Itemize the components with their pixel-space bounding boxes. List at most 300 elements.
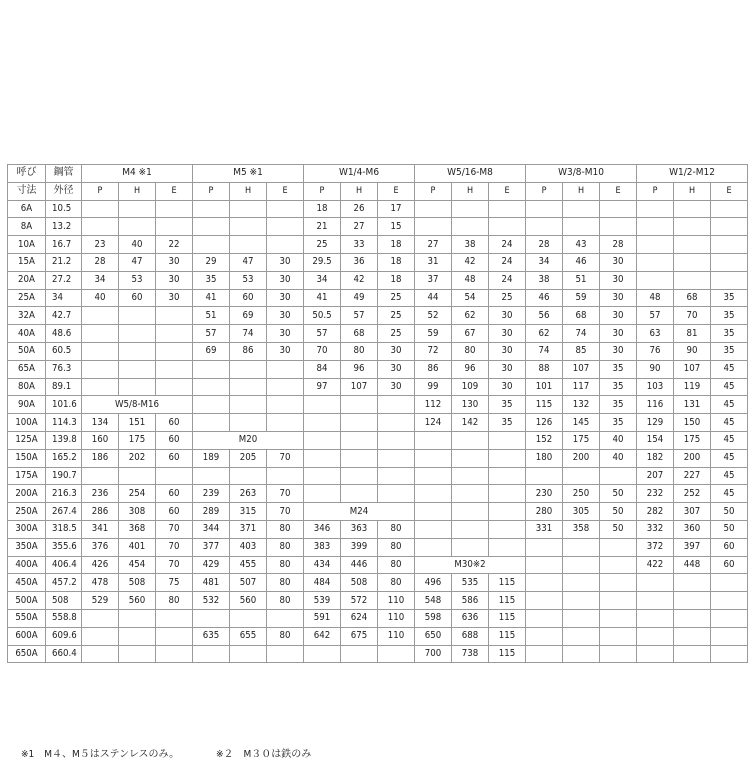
pipe-od-header-top: 鋼管	[46, 165, 82, 183]
dimension-cell: 151	[119, 414, 156, 432]
dimension-cell: 586	[452, 592, 489, 610]
dimension-cell: 508	[119, 574, 156, 592]
sub-header-h: H	[674, 182, 711, 200]
dimension-cell: 30	[489, 342, 526, 360]
pipe-od-cell: 267.4	[46, 503, 82, 521]
dimension-cell: 30	[489, 360, 526, 378]
dimension-cell: 41	[193, 289, 230, 307]
dimension-cell: 90	[674, 342, 711, 360]
dimension-cell	[526, 556, 563, 574]
dimension-cell	[563, 200, 600, 218]
dimension-cell: 484	[304, 574, 341, 592]
dimension-cell	[230, 218, 267, 236]
dimension-cell: 372	[637, 538, 674, 556]
dimension-cell: 331	[526, 520, 563, 538]
dimension-cell	[489, 503, 526, 521]
dimension-cell: 40	[119, 236, 156, 254]
table-row	[8, 538, 748, 556]
dimension-cell	[674, 253, 711, 271]
dimension-cell	[230, 645, 267, 663]
dimension-cell: 30	[156, 289, 193, 307]
dimension-cell: 35	[711, 289, 748, 307]
dimension-cell	[304, 431, 341, 449]
dimension-cell	[304, 449, 341, 467]
dimension-cell	[711, 609, 748, 627]
pipe-od-cell: 406.4	[46, 556, 82, 574]
dimension-cell	[526, 218, 563, 236]
dimension-cell	[637, 271, 674, 289]
dimension-cell: 289	[193, 503, 230, 521]
dimension-cell: 175	[674, 431, 711, 449]
dimension-cell: 145	[563, 414, 600, 432]
table-row	[8, 467, 748, 485]
dimension-cell: 60	[230, 289, 267, 307]
dimension-cell: 57	[193, 325, 230, 343]
dimension-cell: 25	[378, 289, 415, 307]
dimension-cell: 68	[341, 325, 378, 343]
dimension-cell: 598	[415, 609, 452, 627]
nominal-size-cell: 65A	[8, 360, 46, 378]
dimension-cell	[267, 236, 304, 254]
dimension-cell	[711, 574, 748, 592]
dimension-cell: 160	[82, 431, 119, 449]
dimension-cell	[82, 360, 119, 378]
dimension-cell	[526, 538, 563, 556]
dimension-cell	[82, 645, 119, 663]
sub-header-e: E	[489, 182, 526, 200]
nominal-size-cell: 650A	[8, 645, 46, 663]
dimension-cell: 422	[637, 556, 674, 574]
dimension-cell: 74	[563, 325, 600, 343]
dimension-cell: 446	[341, 556, 378, 574]
dimension-cell: 48	[637, 289, 674, 307]
pipe-od-cell: 101.6	[46, 396, 82, 414]
dimension-cell	[637, 218, 674, 236]
dimension-cell: 86	[415, 360, 452, 378]
dimension-cell: 35	[711, 342, 748, 360]
dimension-cell: 60	[156, 414, 193, 432]
dimension-cell: 45	[711, 467, 748, 485]
sub-header-h: H	[452, 182, 489, 200]
dimension-cell	[600, 627, 637, 645]
dimension-cell	[452, 200, 489, 218]
dimension-cell: 700	[415, 645, 452, 663]
dimension-cell: 62	[526, 325, 563, 343]
dimension-cell: 49	[341, 289, 378, 307]
dimension-cell: 115	[489, 574, 526, 592]
dimension-cell: 34	[304, 271, 341, 289]
dimension-cell: 30	[489, 307, 526, 325]
pipe-od-cell: 16.7	[46, 236, 82, 254]
dimension-cell: 591	[304, 609, 341, 627]
dimension-cell	[378, 467, 415, 485]
dimension-cell	[82, 609, 119, 627]
dimension-cell: 86	[230, 342, 267, 360]
dimension-cell: 429	[193, 556, 230, 574]
nominal-size-cell: 175A	[8, 467, 46, 485]
group-header-w14-m6: W1/4-M6	[304, 165, 415, 183]
dimension-cell	[378, 414, 415, 432]
dimension-cell: 80	[267, 556, 304, 574]
group-header-w38-m10: W3/8-M10	[526, 165, 637, 183]
dimension-cell: 27	[415, 236, 452, 254]
dimension-cell	[563, 538, 600, 556]
table-row	[8, 431, 748, 449]
dimension-cell: 29	[193, 253, 230, 271]
table-row	[8, 360, 748, 378]
dimension-cell: 67	[452, 325, 489, 343]
dimension-cell: 56	[526, 307, 563, 325]
dimension-cell	[600, 218, 637, 236]
nominal-size-cell: 550A	[8, 609, 46, 627]
dimension-cell: 28	[526, 236, 563, 254]
dimension-cell	[193, 360, 230, 378]
dimension-cell	[119, 218, 156, 236]
dimension-cell: 70	[267, 449, 304, 467]
dimension-cell	[341, 467, 378, 485]
pipe-od-cell: 89.1	[46, 378, 82, 396]
dimension-cell: 109	[452, 378, 489, 396]
dimension-cell: 103	[637, 378, 674, 396]
table-row	[8, 253, 748, 271]
pipe-od-cell: 558.8	[46, 609, 82, 627]
bolt-dimension-table	[7, 164, 748, 663]
dimension-cell: 115	[489, 645, 526, 663]
dimension-cell: 232	[637, 485, 674, 503]
dimension-cell: 30	[378, 360, 415, 378]
dimension-cell: 96	[452, 360, 489, 378]
nominal-size-cell: 200A	[8, 485, 46, 503]
dimension-cell: 30	[156, 271, 193, 289]
dimension-cell	[600, 609, 637, 627]
table-body	[8, 200, 748, 663]
dimension-cell	[452, 503, 489, 521]
dimension-cell: 15	[378, 218, 415, 236]
dimension-cell: 129	[637, 414, 674, 432]
nominal-size-cell: 100A	[8, 414, 46, 432]
nominal-size-cell: 600A	[8, 627, 46, 645]
dimension-cell	[415, 520, 452, 538]
dimension-cell	[674, 236, 711, 254]
dimension-cell	[489, 485, 526, 503]
dimension-cell	[711, 627, 748, 645]
dimension-cell	[193, 236, 230, 254]
dimension-cell: 45	[711, 414, 748, 432]
dimension-cell	[304, 467, 341, 485]
dimension-cell	[156, 609, 193, 627]
dimension-cell: 34	[82, 271, 119, 289]
dimension-cell: 308	[119, 503, 156, 521]
table-row	[8, 378, 748, 396]
sub-header-e: E	[711, 182, 748, 200]
dimension-cell: 230	[526, 485, 563, 503]
dimension-cell: 239	[193, 485, 230, 503]
dimension-cell	[563, 218, 600, 236]
pipe-od-cell: 10.5	[46, 200, 82, 218]
dimension-cell: 401	[119, 538, 156, 556]
dimension-cell: 101	[526, 378, 563, 396]
dimension-cell: 18	[378, 253, 415, 271]
dimension-cell: 45	[711, 360, 748, 378]
dimension-cell	[82, 307, 119, 325]
dimension-cell: 51	[563, 271, 600, 289]
pipe-od-cell: 165.2	[46, 449, 82, 467]
dimension-cell	[637, 592, 674, 610]
dimension-cell: 63	[637, 325, 674, 343]
nominal-size-cell: 400A	[8, 556, 46, 574]
dimension-cell	[267, 396, 304, 414]
dimension-cell: 25	[489, 289, 526, 307]
dimension-cell: 131	[674, 396, 711, 414]
dimension-cell	[711, 236, 748, 254]
dimension-cell: 236	[82, 485, 119, 503]
dimension-cell	[674, 627, 711, 645]
dimension-cell: 117	[563, 378, 600, 396]
dimension-cell	[119, 200, 156, 218]
table-row	[8, 342, 748, 360]
dimension-cell	[119, 627, 156, 645]
dimension-cell	[267, 609, 304, 627]
dimension-cell: 70	[156, 538, 193, 556]
dimension-cell	[563, 609, 600, 627]
dimension-cell	[637, 574, 674, 592]
nominal-size-cell: 90A	[8, 396, 46, 414]
dimension-cell: 60	[156, 431, 193, 449]
dimension-cell: 30	[600, 325, 637, 343]
dimension-cell: 57	[341, 307, 378, 325]
nominal-size-cell: 250A	[8, 503, 46, 521]
dimension-cell: 30	[267, 271, 304, 289]
dimension-cell: 30	[378, 378, 415, 396]
nominal-size-cell: 300A	[8, 520, 46, 538]
dimension-cell	[489, 449, 526, 467]
dimension-cell: 30	[267, 289, 304, 307]
dimension-cell: 205	[230, 449, 267, 467]
dimension-cell: 99	[415, 378, 452, 396]
dimension-cell	[415, 538, 452, 556]
dimension-cell	[415, 503, 452, 521]
dimension-cell	[119, 342, 156, 360]
dimension-cell: 186	[82, 449, 119, 467]
dimension-cell: 35	[600, 396, 637, 414]
dimension-cell: 426	[82, 556, 119, 574]
dimension-cell: 85	[563, 342, 600, 360]
nominal-size-cell: 40A	[8, 325, 46, 343]
dimension-cell: 80	[267, 520, 304, 538]
dimension-cell: 45	[711, 485, 748, 503]
dimension-cell	[230, 360, 267, 378]
dimension-cell	[193, 414, 230, 432]
dimension-cell	[119, 360, 156, 378]
dimension-cell: 97	[304, 378, 341, 396]
dimension-cell: 368	[119, 520, 156, 538]
dimension-cell: 341	[82, 520, 119, 538]
nominal-size-cell: 25A	[8, 289, 46, 307]
dimension-cell: 403	[230, 538, 267, 556]
dimension-cell: 84	[304, 360, 341, 378]
dimension-cell: 346	[304, 520, 341, 538]
dimension-cell: 18	[378, 236, 415, 254]
header-row-top	[8, 165, 748, 183]
dimension-cell: 35	[711, 325, 748, 343]
dimension-cell	[600, 200, 637, 218]
pipe-od-cell: 13.2	[46, 218, 82, 236]
dimension-cell: 80	[378, 520, 415, 538]
table-row	[8, 627, 748, 645]
dimension-cell	[489, 538, 526, 556]
dimension-cell: 200	[674, 449, 711, 467]
dimension-cell	[526, 467, 563, 485]
dimension-cell: 280	[526, 503, 563, 521]
dimension-cell: 478	[82, 574, 119, 592]
nominal-size-cell: 150A	[8, 449, 46, 467]
dimension-cell	[230, 378, 267, 396]
dimension-cell: 254	[119, 485, 156, 503]
dimension-cell	[452, 449, 489, 467]
dimension-cell	[674, 271, 711, 289]
dimension-cell	[82, 218, 119, 236]
nominal-size-cell: 350A	[8, 538, 46, 556]
dimension-cell: 70	[156, 520, 193, 538]
pipe-od-cell: 139.8	[46, 431, 82, 449]
table-row	[8, 200, 748, 218]
dimension-cell	[674, 645, 711, 663]
nominal-size-cell: 32A	[8, 307, 46, 325]
dimension-cell: 119	[674, 378, 711, 396]
dimension-cell: 124	[415, 414, 452, 432]
dimension-cell: 35	[600, 414, 637, 432]
dimension-cell	[193, 200, 230, 218]
sub-header-e: E	[378, 182, 415, 200]
dimension-cell: 50	[600, 520, 637, 538]
table-row	[8, 645, 748, 663]
sub-header-p: P	[526, 182, 563, 200]
dimension-cell: 59	[563, 289, 600, 307]
dimension-cell	[600, 645, 637, 663]
nominal-size-cell: 15A	[8, 253, 46, 271]
dimension-cell: 642	[304, 627, 341, 645]
dimension-cell	[193, 467, 230, 485]
dimension-cell: 35	[600, 360, 637, 378]
table-row	[8, 592, 748, 610]
dimension-cell: 548	[415, 592, 452, 610]
dimension-cell: 455	[230, 556, 267, 574]
dimension-cell: 142	[452, 414, 489, 432]
dimension-cell: 182	[637, 449, 674, 467]
dimension-cell: 60	[156, 485, 193, 503]
dimension-cell	[452, 467, 489, 485]
dimension-cell: 38	[526, 271, 563, 289]
dimension-cell: 81	[674, 325, 711, 343]
dimension-cell	[304, 645, 341, 663]
dimension-cell: 344	[193, 520, 230, 538]
dimension-cell: 44	[415, 289, 452, 307]
dimension-cell: 90	[637, 360, 674, 378]
dimension-cell: 50	[711, 503, 748, 521]
dimension-cell: 110	[378, 627, 415, 645]
dimension-cell: 53	[230, 271, 267, 289]
pipe-od-cell: 457.2	[46, 574, 82, 592]
dimension-cell	[156, 218, 193, 236]
nominal-size-cell: 80A	[8, 378, 46, 396]
nominal-size-cell: 50A	[8, 342, 46, 360]
pipe-od-cell: 355.6	[46, 538, 82, 556]
sub-header-h: H	[563, 182, 600, 200]
dimension-cell	[156, 360, 193, 378]
dimension-cell	[341, 645, 378, 663]
dimension-cell	[156, 200, 193, 218]
dimension-cell	[489, 520, 526, 538]
dimension-cell: 80	[378, 538, 415, 556]
group-header-w12-m12: W1/2-M12	[637, 165, 748, 183]
dimension-cell: 68	[674, 289, 711, 307]
dimension-cell: 42	[341, 271, 378, 289]
dimension-cell	[82, 467, 119, 485]
dimension-cell: 74	[230, 325, 267, 343]
dimension-cell	[267, 645, 304, 663]
dimension-cell: 36	[341, 253, 378, 271]
dimension-cell	[600, 556, 637, 574]
dimension-cell: 358	[563, 520, 600, 538]
sub-header-p: P	[304, 182, 341, 200]
dimension-cell: 250	[563, 485, 600, 503]
dimension-cell: 200	[563, 449, 600, 467]
dimension-cell: 35	[489, 396, 526, 414]
dimension-cell: 25	[378, 307, 415, 325]
dimension-cell: 529	[82, 592, 119, 610]
dimension-cell	[637, 253, 674, 271]
dimension-cell	[526, 609, 563, 627]
dimension-cell	[82, 325, 119, 343]
dimension-cell: 175	[119, 431, 156, 449]
dimension-cell: 18	[378, 271, 415, 289]
dimension-cell: 738	[452, 645, 489, 663]
dimension-cell: 30	[600, 342, 637, 360]
table-row	[8, 503, 748, 521]
dimension-cell: 202	[119, 449, 156, 467]
dimension-cell	[267, 360, 304, 378]
dimension-cell	[156, 378, 193, 396]
sub-header-h: H	[341, 182, 378, 200]
dimension-cell	[526, 200, 563, 218]
dimension-cell	[119, 645, 156, 663]
dimension-cell	[563, 627, 600, 645]
dimension-cell	[526, 627, 563, 645]
dimension-cell	[674, 592, 711, 610]
dimension-cell: 507	[230, 574, 267, 592]
dimension-cell: 30	[600, 307, 637, 325]
dimension-cell	[415, 485, 452, 503]
dimension-cell	[711, 200, 748, 218]
dimension-cell: 23	[82, 236, 119, 254]
dimension-cell: 75	[156, 574, 193, 592]
pipe-od-cell: 190.7	[46, 467, 82, 485]
dimension-cell	[156, 627, 193, 645]
dimension-cell	[230, 396, 267, 414]
dimension-cell: 74	[526, 342, 563, 360]
dimension-cell	[637, 236, 674, 254]
dimension-cell	[119, 609, 156, 627]
dimension-cell: 110	[378, 609, 415, 627]
sub-header-p: P	[637, 182, 674, 200]
sub-header-p: P	[415, 182, 452, 200]
dimension-cell	[230, 200, 267, 218]
dimension-cell: 448	[674, 556, 711, 574]
dimension-cell: 377	[193, 538, 230, 556]
dimension-cell: 45	[711, 378, 748, 396]
dimension-cell: 40	[600, 449, 637, 467]
dimension-cell: 50	[600, 485, 637, 503]
